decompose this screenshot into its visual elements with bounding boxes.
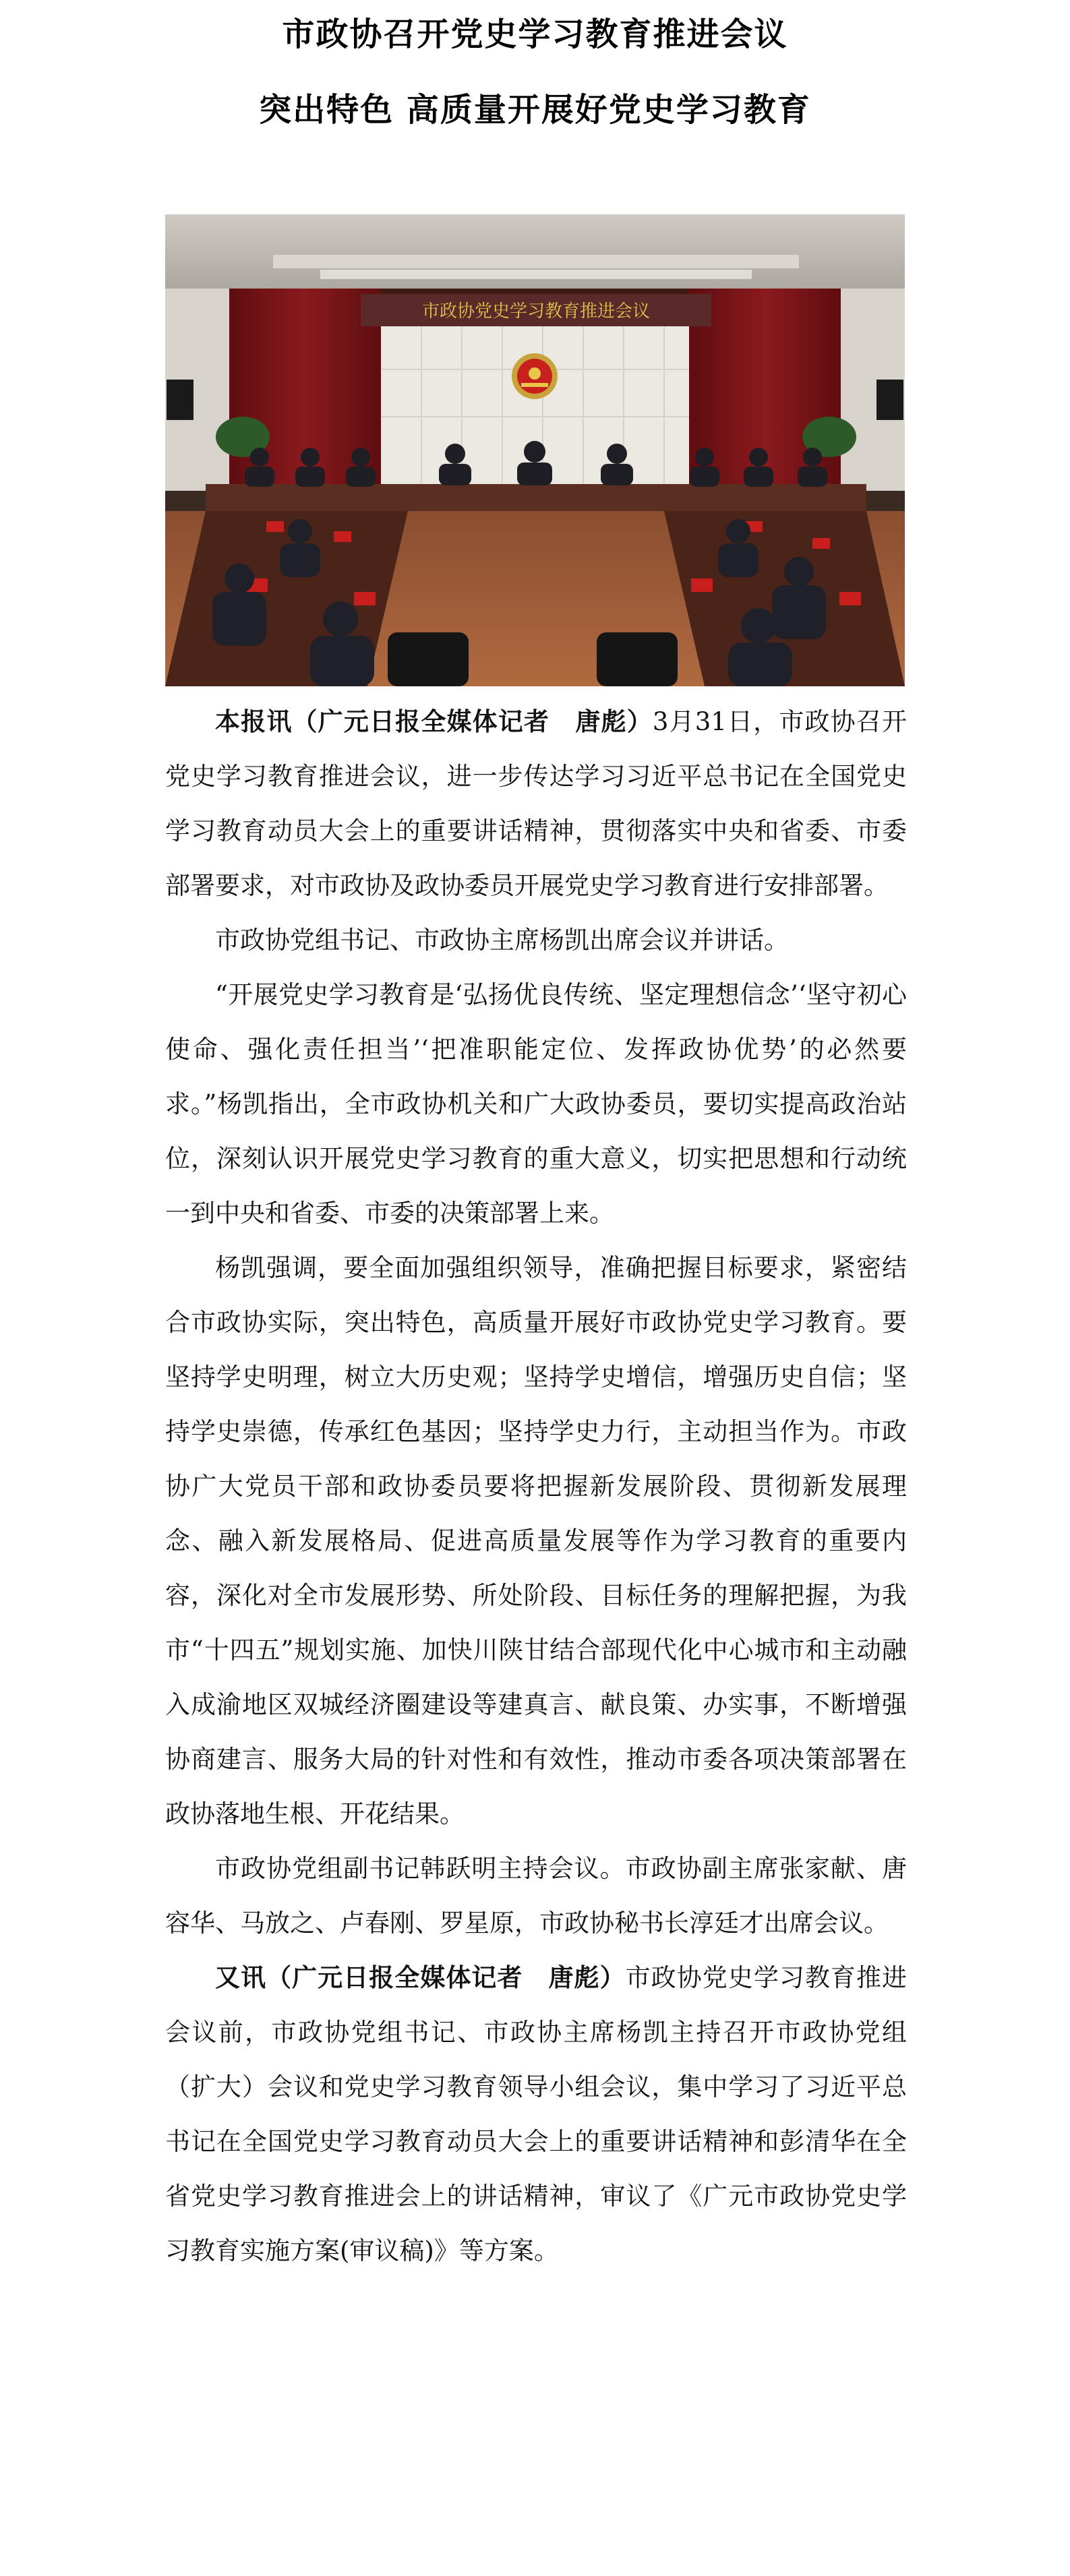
paragraph-4: 杨凯强调，要全面加强组织领导，准确把握目标要求，紧密结合市政协实际，突出特色，高质量开展好市政协党史学习教育。要坚持学史明理，树立大历史观；坚持学史增信，增强历史自信；坚持学史崇德，传承红色基因；坚持学史力行，主动担当作为。市政协广大党员干部和政协委员要将把握新发展阶段、贯彻新发展理念、融入新发展格局、促进高质量发展等作为学习教育的重要内容，深化对全市发展形势、所处阶段、目标任务的理解把握，为我市“十四五”规划实施、加快川陕甘结合部现代化中心城市和主动融入成渝地区双城经济圈建设等建真言、献良策、办实事，不断增强协商建言、服务大局的针对性和有效性，推动市委各项决策部署在政协落地生根、开花结果。 — [165, 1253, 907, 1828]
dateline: 本报讯（广元日报全媒体记者 唐彪） — [215, 707, 653, 736]
paragraph-2: 市政协党组书记、市政协主席杨凯出席会议并讲话。 — [215, 926, 789, 955]
banner-text: 市政协党史学习教育推进会议 — [421, 301, 651, 322]
paragraph-1-text: 3月31日，市政协召开党史学习教育推进会议，进一步传达学习习近平总书记在全国党史学习教育动员大会上的重要讲话精神，贯彻落实中央和省委、市委部署要求，对市政协及政协委员开展党史学习教育进行安排部署。 — [165, 707, 907, 900]
left-screen — [167, 380, 194, 420]
meeting-photo — [165, 214, 905, 686]
headline-line-1: 市政协召开党史学习教育推进会议 — [282, 16, 788, 53]
paragraph-3: “开展党史学习教育是‘弘扬优良传统、坚定理想信念’‘坚守初心使命、强化责任担当’‘把准职能定位、发挥政协优势’的必然要求。”杨凯指出，全市政协机关和广大政协委员，要切实提高政治站位，深刻认识开展党史学习教育的重大意义，切实把思想和行动统一到中央和省委、市委的决策部署上来。 — [165, 980, 907, 1228]
emblem-icon — [512, 353, 558, 399]
paragraph-6 — [165, 1950, 907, 2278]
head-table — [206, 484, 866, 511]
second-dateline: 又讯（广元日报全媒体记者 唐彪） — [215, 1963, 626, 1992]
article-body — [165, 694, 907, 2278]
right-screen — [876, 380, 903, 420]
headline-line-2: 突出特色 高质量开展好党史学习教育 — [259, 91, 811, 129]
paragraph-1 — [165, 694, 907, 913]
paragraph-6-text: 市政协党史学习教育推进会议前，市政协党组书记、市政协主席杨凯主持召开市政协党组（扩大）会议和党史学习教育领导小组会议，集中学习了习近平总书记在全国党史学习教育动员大会上的重要讲话精神和彭清华在全省党史学习教育推进会上的讲话精神，审议了《广元市政协党史学习教育实施方案(审议稿)》等方案。 — [165, 1963, 908, 2265]
meeting-photo-illustration — [165, 214, 905, 686]
paragraph-5: 市政协党组副书记韩跃明主持会议。市政协副主席张家献、唐容华、马放之、卢春刚、罗星原，市政协秘书长淳廷才出席会议。 — [165, 1854, 907, 1938]
